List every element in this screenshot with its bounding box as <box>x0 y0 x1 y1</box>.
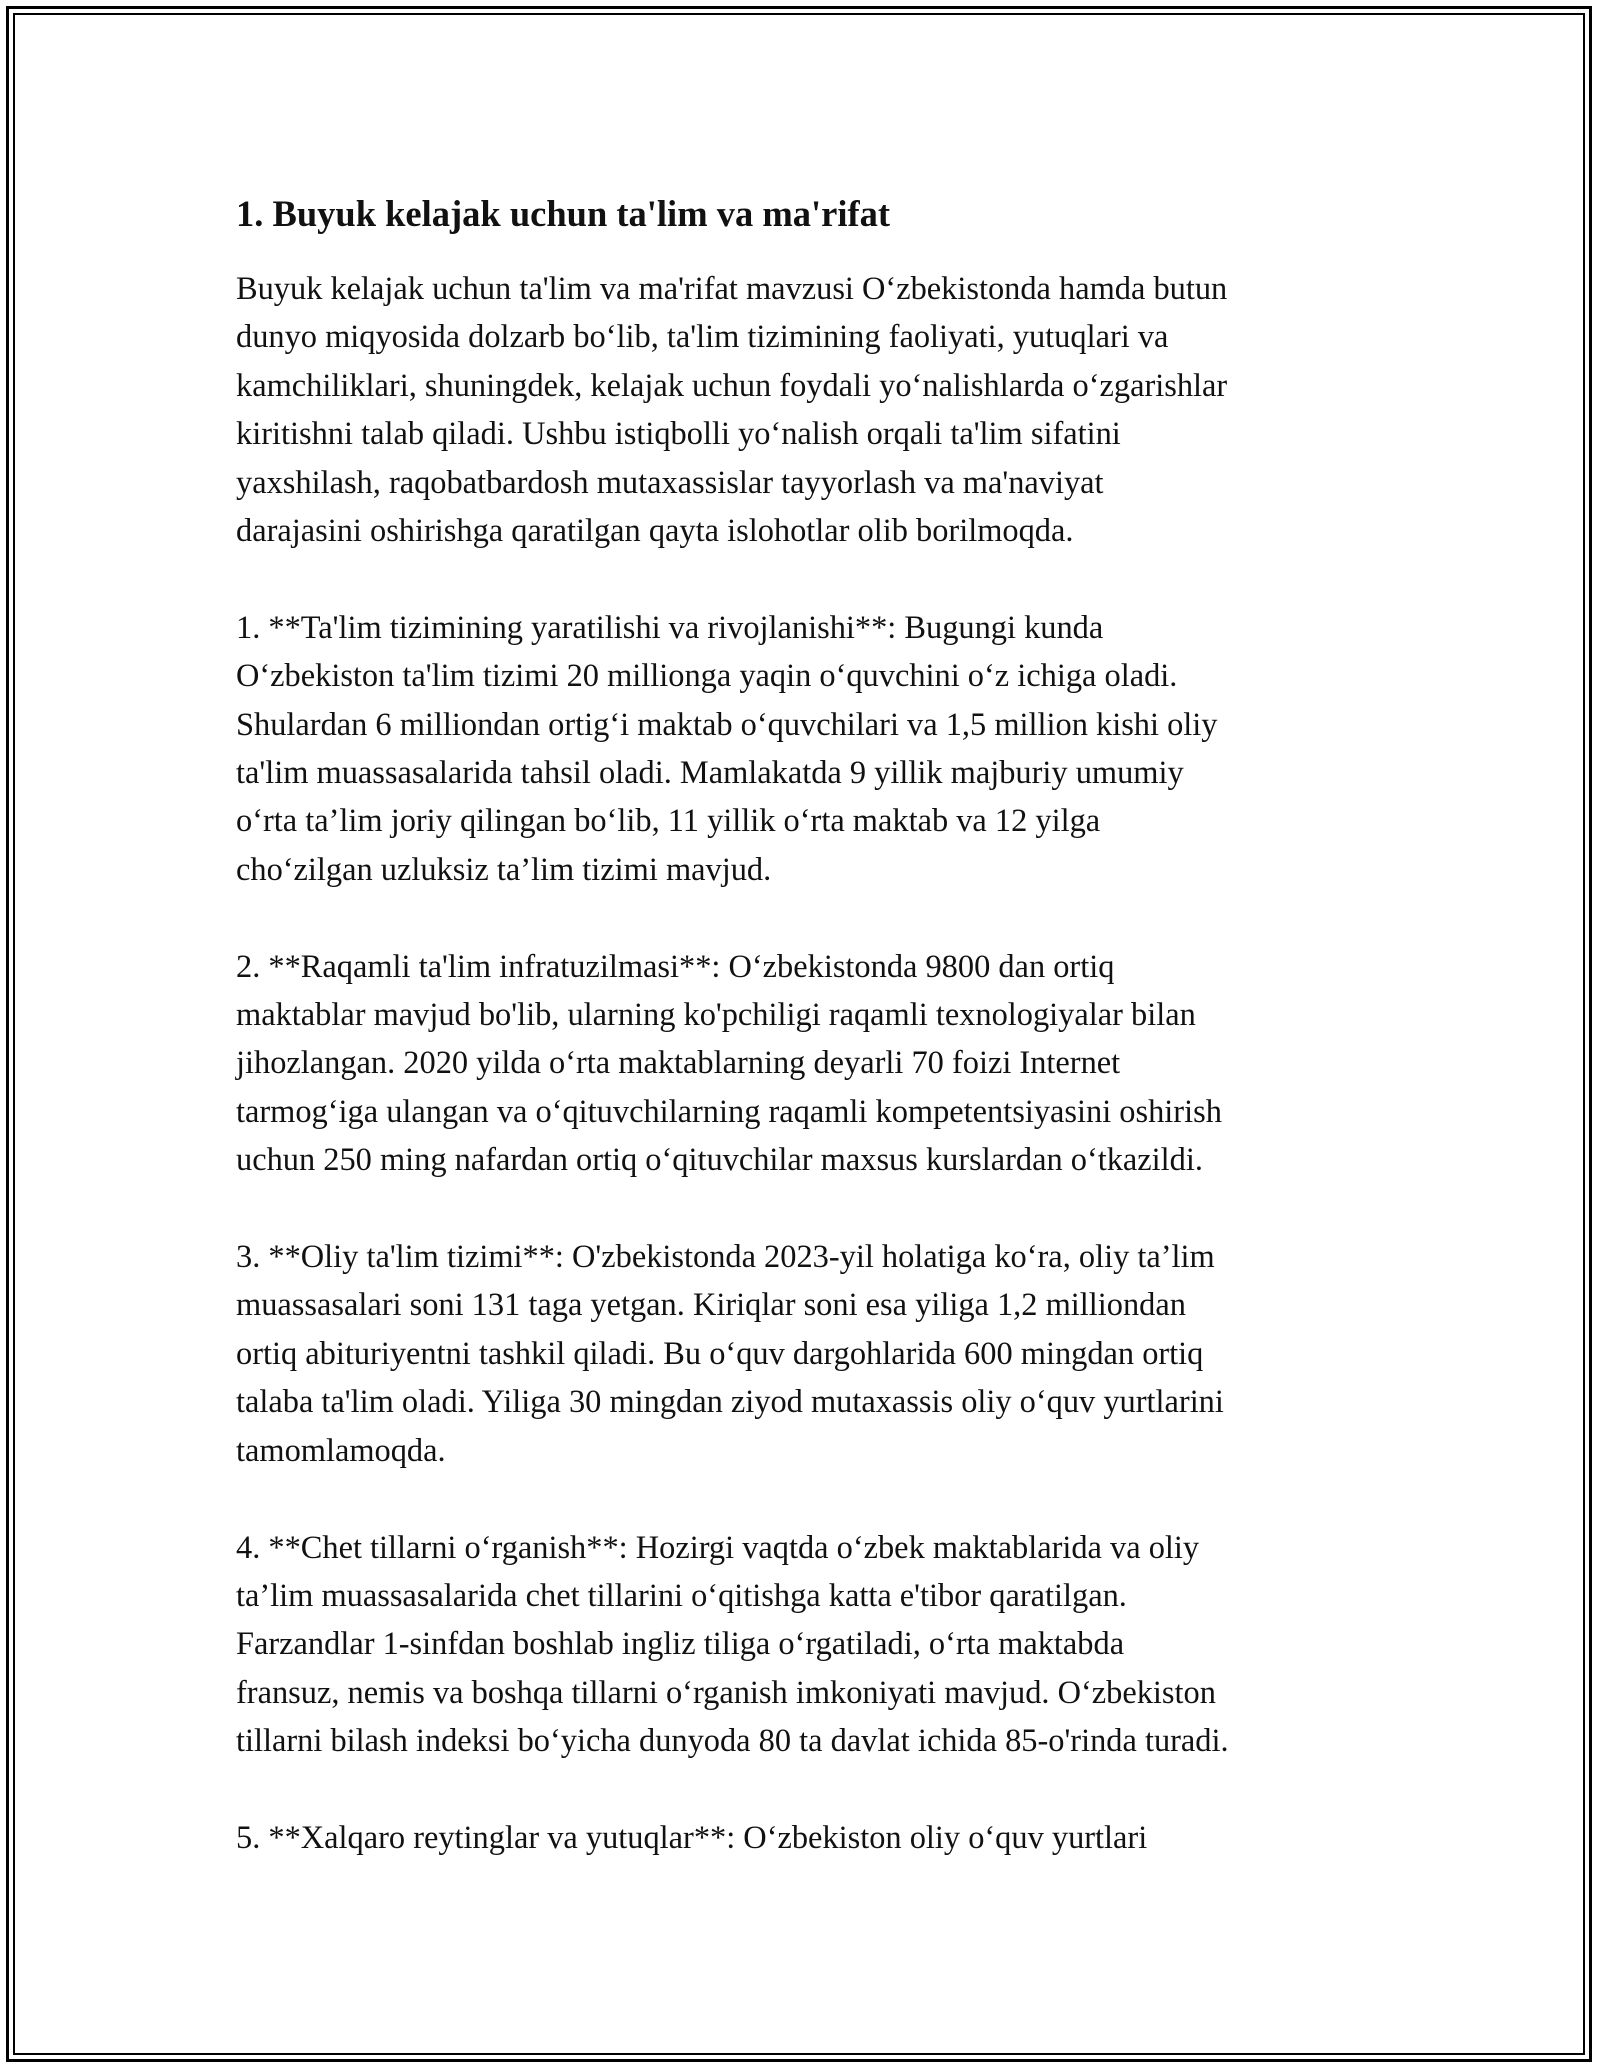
text-line: ta’lim muassasalarida chet tillarini o‘qitishga katta e'tibor qaratilgan. <box>236 1577 1127 1614</box>
text-line: ortiq abituriyentni tashkil qiladi. Bu o‘quv dargohlarida 600 mingdan ortiq <box>236 1335 1204 1372</box>
text-line: yaxshilash, raqobatbardosh mutaxassislar tayyorlash va ma'naviyat <box>236 464 1104 501</box>
text-line: o‘rta ta’lim joriy qilingan bo‘lib, 11 yillik o‘rta maktab va 12 yilga <box>236 803 1101 840</box>
paragraph-spacer <box>236 1766 1366 1814</box>
paragraph-spacer <box>236 555 1366 603</box>
list-item-digital-infrastructure <box>236 943 1366 1185</box>
text-line: 3. **Oliy ta'lim tizimi**: O'zbekistonda 2023-yil holatiga ko‘ra, oliy ta’lim <box>236 1239 1215 1276</box>
text-line: fransuz, nemis va boshqa tillarni o‘rganish imkoniyati mavjud. O‘zbekiston <box>236 1674 1216 1711</box>
text-line: kiritishni talab qiladi. Ushbu istiqbolli yo‘nalish orqali ta'lim sifatini <box>236 416 1121 453</box>
text-line: O‘zbekiston ta'lim tizimi 20 millionga yaqin o‘quvchini o‘z ichiga oladi. <box>236 658 1178 695</box>
text-line: cho‘zilgan uzluksiz ta’lim tizimi mavjud. <box>236 851 772 888</box>
paragraph-spacer <box>236 1185 1366 1233</box>
list-item-foreign-languages <box>236 1524 1366 1766</box>
text-line: 2. **Raqamli ta'lim infratuzilmasi**: O‘zbekistonda 9800 dan ortiq <box>236 948 1115 985</box>
text-line: jihozlangan. 2020 yilda o‘rta maktablarning deyarli 70 foizi Internet <box>236 1045 1121 1082</box>
text-line: talaba ta'lim oladi. Yiliga 30 mingdan ziyod mutaxassis oliy o‘quv yurtlarini <box>236 1384 1224 1421</box>
paragraph-spacer <box>236 894 1366 942</box>
list-item-higher-education <box>236 1233 1366 1475</box>
paragraph-spacer <box>236 1475 1366 1523</box>
text-line: 5. **Xalqaro reytinglar va yutuqlar**: O‘zbekiston oliy o‘quv yurtlari <box>236 1819 1148 1856</box>
text-line: darajasini oshirishga qaratilgan qayta islohotlar olib borilmoqda. <box>236 513 1074 550</box>
document-title: 1. Buyuk kelajak uchun ta'lim va ma'rifat <box>236 193 891 234</box>
text-line: tarmog‘iga ulangan va o‘qituvchilarning raqamli kompetentsiyasini oshirish <box>236 1093 1222 1130</box>
text-line: 1. **Ta'lim tizimining yaratilishi va rivojlanishi**: Bugungi kunda <box>236 609 1104 646</box>
list-item-international-rankings <box>236 1814 1366 1862</box>
document-body <box>236 190 1366 1862</box>
text-line: Shulardan 6 milliondan ortig‘i maktab o‘quvchilari va 1,5 million kishi oliy <box>236 706 1218 743</box>
text-line: muassasalari soni 131 taga yetgan. Kiriqlar soni esa yiliga 1,2 milliondan <box>236 1287 1186 1324</box>
text-line: Buyuk kelajak uchun ta'lim va ma'rifat mavzusi O‘zbekistonda hamda butun <box>236 271 1228 307</box>
list-item-education-system <box>236 604 1366 894</box>
text-line: dunyo miqyosida dolzarb bo‘lib, ta'lim tizimining faoliyati, yutuqlari va <box>236 319 1169 356</box>
text-line: ta'lim muassasalarida tahsil oladi. Mamlakatda 9 yillik majburiy umumiy <box>236 755 1184 792</box>
intro-paragraph <box>236 265 1366 555</box>
text-line: 4. **Chet tillarni o‘rganish**: Hozirgi vaqtda o‘zbek maktablarida va oliy <box>236 1529 1200 1566</box>
text-line: tamomlamoqda. <box>236 1432 446 1469</box>
text-line: tillarni bilash indeksi bo‘yicha dunyoda 80 ta davlat ichida 85-o'rinda turadi. <box>236 1723 1229 1760</box>
text-line: maktablar mavjud bo'lib, ularning ko'pchiligi raqamli texnologiyalar bilan <box>236 997 1196 1034</box>
text-line: kamchiliklari, shuningdek, kelajak uchun foydali yo‘nalishlarda o‘zgarishlar <box>236 367 1228 404</box>
text-line: Farzandlar 1-sinfdan boshlab ingliz tiliga o‘rgatiladi, o‘rta maktabda <box>236 1626 1125 1663</box>
text-line: uchun 250 ming nafardan ortiq o‘qituvchilar maxsus kurslardan o‘tkazildi. <box>236 1142 1203 1179</box>
